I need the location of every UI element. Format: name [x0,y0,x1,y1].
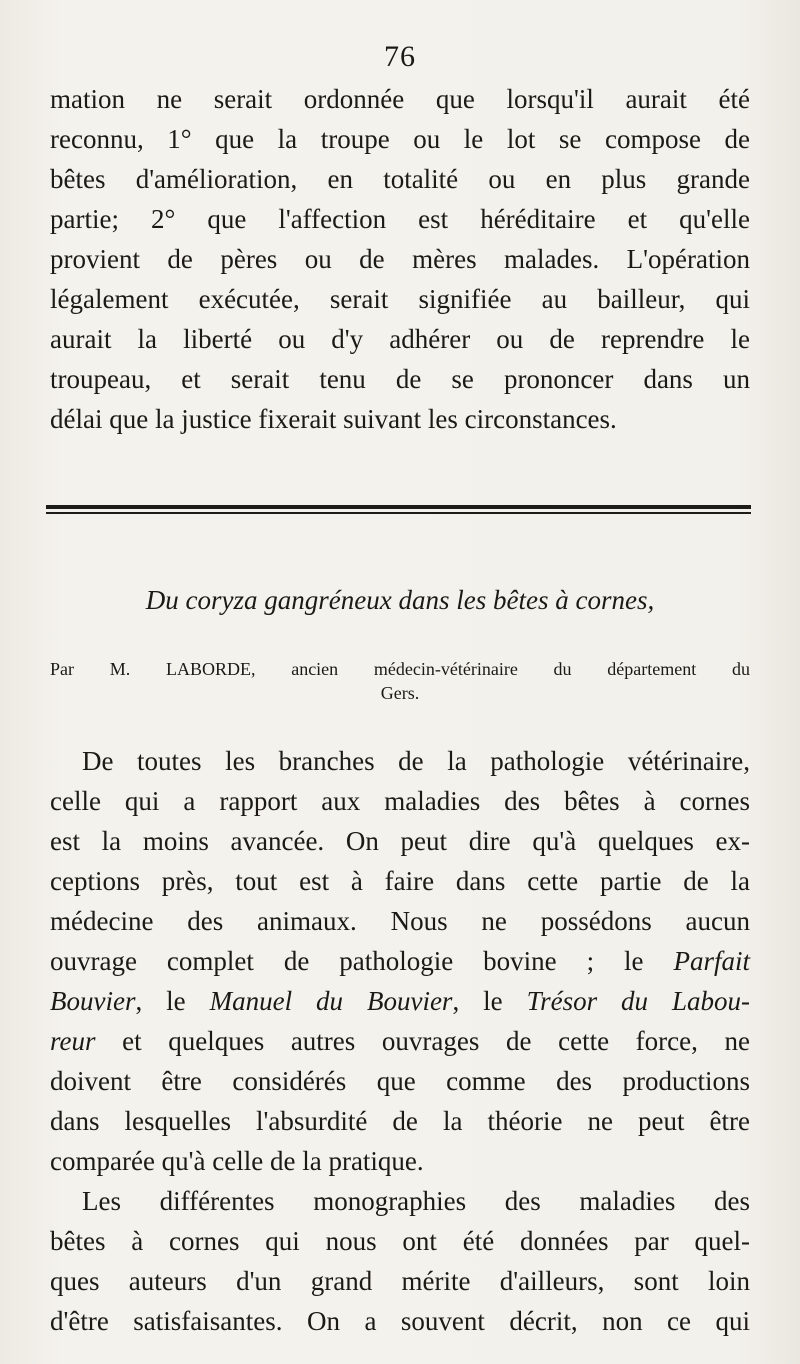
page-number: 76 [384,40,416,73]
text-line: ceptions près, tout est à faire dans cette partie de la [50,866,750,896]
section-divider-thick [46,505,751,509]
text-line: troupeau, et serait tenu de se prononcer dans un [50,364,750,394]
text-line: ques auteurs d'un grand mérite d'ailleurs, sont loin [50,1266,750,1296]
byline-line: Par M. LABORDE, ancien médecin-vétérinaire du département du [50,659,750,679]
book-title-manuel: Manuel du Bouvier [209,986,453,1016]
text-line: aurait la liberté ou d'y adhérer ou de reprendre le [50,324,750,354]
text-line-mixed [50,942,750,980]
text-line: d'être satisfaisantes. On a souvent décrit, non ce qui [50,1306,750,1336]
text-segment: ouvrage complet de pathologie bovine ; le [50,946,674,976]
byline-line: Gers. [380,683,420,703]
text-line: médecine des animaux. Nous ne possédons aucun [50,906,750,936]
text-line: doivent être considérés que comme des productions [50,1066,750,1096]
text-line: reconnu, 1° que la troupe ou le lot se compose de [50,124,750,154]
text-line: De toutes les branches de la pathologie vétérinaire, [82,746,750,776]
book-title-bouvier: Bouvier [50,986,136,1016]
text-line: partie; 2° que l'affection est héréditaire et qu'elle [50,204,750,234]
text-line: délai que la justice fixerait suivant les circonstances. [50,404,617,434]
text-line: comparée qu'à celle de la pratique. [50,1146,424,1176]
text-line: provient de pères ou de mères malades. L'opération [50,244,750,274]
section-divider-thin [46,512,751,514]
book-title-tresor-end: reur [50,1026,96,1056]
text-line: mation ne serait ordonnée que lorsqu'il aurait été [50,84,750,114]
text-line-mixed [50,1022,750,1060]
text-line: dans lesquelles l'absurdité de la théorie ne peut être [50,1106,750,1136]
text-segment: , le [135,986,210,1016]
section-title: Du coryza gangréneux dans les bêtes à cornes, [145,585,655,615]
text-line: légalement exécutée, serait signifiée au bailleur, qui [50,284,750,314]
text-line-mixed [50,982,750,1020]
text-line: Les différentes monographies des maladies des [82,1186,750,1216]
book-title-parfait: Parfait [673,946,750,976]
text-line: celle qui a rapport aux maladies des bêtes à cornes [50,786,750,816]
text-segment: , le [452,986,527,1016]
text-line: bêtes à cornes qui nous ont été données par quel- [50,1226,750,1256]
book-title-tresor: Trésor du Labou- [526,986,750,1016]
text-segment: et quelques autres ouvrages de cette force, ne [95,1026,750,1056]
text-line: bêtes d'amélioration, en totalité ou en plus grande [50,164,750,194]
text-line: est la moins avancée. On peut dire qu'à quelques ex- [50,826,750,856]
byline [50,657,750,705]
